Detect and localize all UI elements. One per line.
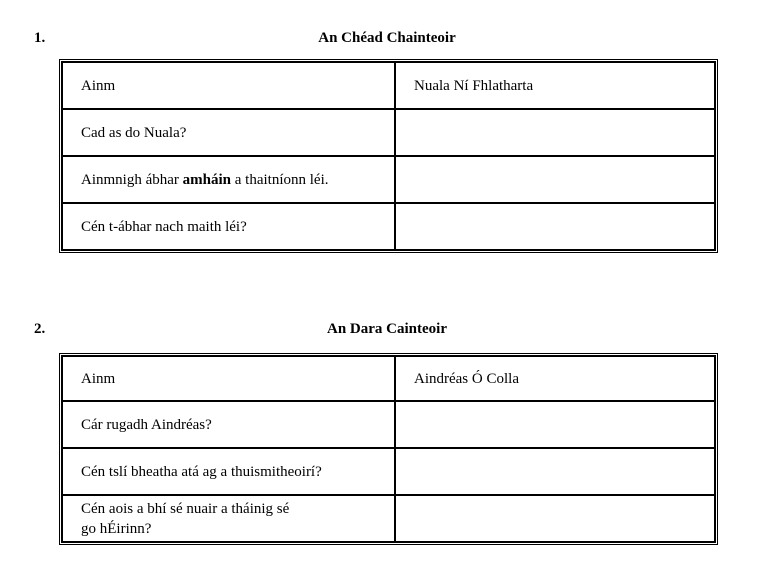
answer-cell[interactable] — [395, 448, 715, 495]
section-title — [0, 30, 772, 47]
answer-cell: Nuala Ní Fhlatharta — [395, 62, 715, 109]
table-row — [62, 356, 715, 401]
question-number: 2. — [34, 321, 46, 337]
answer-cell[interactable] — [395, 401, 715, 448]
question-cell: Ainm — [62, 356, 395, 401]
answer-cell[interactable] — [395, 109, 715, 156]
table-row — [62, 109, 715, 156]
question-text: a thaitníonn léi. — [231, 171, 329, 188]
section-title-text: An Dara Cainteoir — [327, 321, 447, 337]
question-cell: Cén tslí bheatha atá ag a thuismitheoirí? — [62, 448, 395, 495]
question-cell: Cár rugadh Aindréas? — [62, 401, 395, 448]
table-row — [62, 401, 715, 448]
answer-cell[interactable] — [395, 495, 715, 542]
question-text: Ainmnigh ábhar — [81, 171, 183, 188]
speaker-1-table — [59, 59, 718, 253]
question-cell: Cad as do Nuala? — [62, 109, 395, 156]
question-text: go hÉirinn? — [81, 520, 152, 537]
table-row — [62, 62, 715, 109]
speaker-2-table — [59, 353, 718, 545]
table-row — [62, 203, 715, 250]
answer-cell: Aindréas Ó Colla — [395, 356, 715, 401]
question-emphasis: amháin — [182, 171, 232, 188]
answer-cell[interactable] — [395, 156, 715, 203]
question-number: 1. — [34, 30, 46, 46]
question-cell: Cén t-ábhar nach maith léi? — [62, 203, 395, 250]
answer-cell[interactable] — [395, 203, 715, 250]
question-text: Cén aois a bhí sé nuair a tháinig sé — [81, 500, 290, 517]
table-row — [62, 495, 715, 542]
section-title — [0, 321, 772, 338]
question-cell — [62, 495, 395, 542]
question-cell — [62, 156, 395, 203]
question-cell: Ainm — [62, 62, 395, 109]
section-title-text: An Chéad Chainteoir — [318, 30, 456, 46]
table-row — [62, 448, 715, 495]
table-row — [62, 156, 715, 203]
